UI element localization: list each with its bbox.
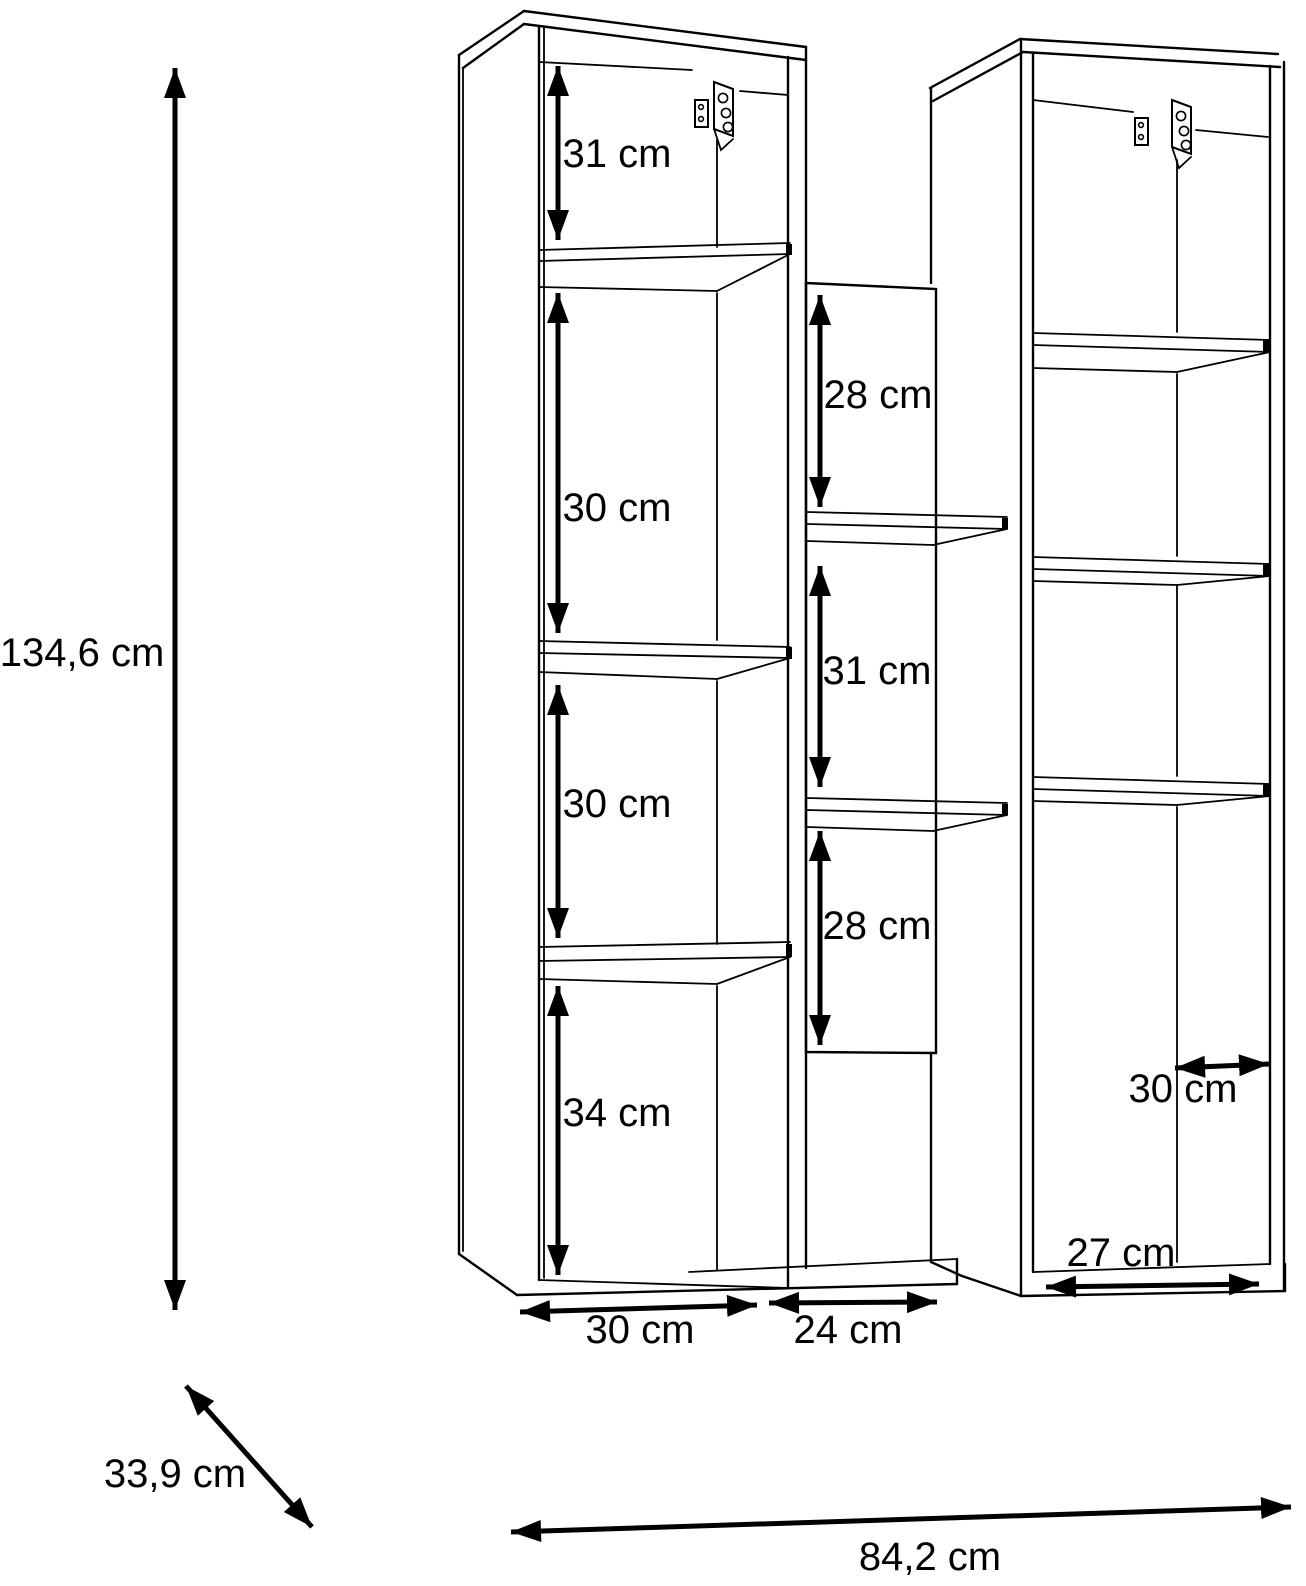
left-shelf-3 xyxy=(539,942,792,984)
dimension-middle-width xyxy=(769,1302,937,1352)
dimension-left-width xyxy=(520,1305,757,1352)
dimension-label-total-height: 134,6 cm xyxy=(0,631,165,675)
dimension-left-compartment-1 xyxy=(558,66,671,240)
dimension-middle-compartment-1 xyxy=(820,295,932,507)
dimension-label-left-c4: 34 cm xyxy=(562,1091,672,1135)
left-shelf-2 xyxy=(539,641,792,679)
middle-shelf-2 xyxy=(807,798,1008,831)
dimension-total-depth xyxy=(104,1386,312,1527)
hinge-icon xyxy=(695,82,733,150)
dimension-label-middle-c2: 31 cm xyxy=(822,649,932,693)
right-shelf-1 xyxy=(1033,333,1270,372)
dimension-label-left-c3: 30 cm xyxy=(562,782,672,826)
left-shelf-1 xyxy=(539,243,792,291)
right-shelf-3 xyxy=(1033,777,1270,805)
dimension-label-left-width: 30 cm xyxy=(585,1308,695,1352)
dimension-label-middle-c1: 28 cm xyxy=(823,373,933,417)
hinge-icon xyxy=(1135,100,1191,168)
dimension-right-inner-width xyxy=(1046,1231,1259,1287)
right-shelf-2 xyxy=(1033,557,1270,585)
dimension-left-compartment-2 xyxy=(558,293,671,633)
dimension-label-right-inner-width: 27 cm xyxy=(1066,1231,1176,1275)
dimension-label-left-c1: 31 cm xyxy=(562,132,672,176)
dimension-right-depth xyxy=(1129,1064,1269,1111)
dimension-label-left-c2: 30 cm xyxy=(562,486,672,530)
dimension-left-compartment-3 xyxy=(558,685,671,938)
dimension-middle-compartment-2 xyxy=(820,566,931,787)
dimension-label-total-width: 84,2 cm xyxy=(858,1535,1002,1579)
dimension-label-total-depth: 33,9 cm xyxy=(103,1452,247,1496)
middle-shelf-1 xyxy=(807,512,1008,545)
dimension-label-right-depth: 30 cm xyxy=(1128,1067,1238,1111)
dimension-label-middle-width: 24 cm xyxy=(793,1308,903,1352)
dimension-total-width xyxy=(511,1507,1291,1579)
dimension-left-compartment-4 xyxy=(558,986,671,1275)
dimension-total-height xyxy=(0,68,175,1310)
dimension-middle-compartment-3 xyxy=(820,831,931,1045)
dimension-label-middle-c3: 28 cm xyxy=(822,904,932,948)
